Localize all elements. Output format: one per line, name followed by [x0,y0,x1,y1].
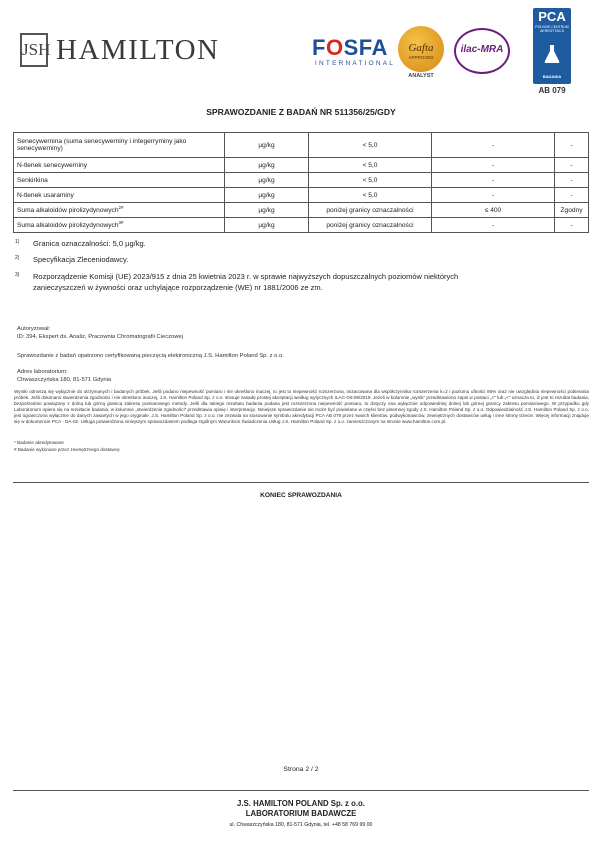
footnote-number: 3) [15,272,20,278]
table-cell-assessment: - [555,173,589,188]
report-title: SPRAWOZDANIE Z BADAŃ NR 511356/25/GDY [206,107,396,117]
flask-icon [543,44,561,64]
table-cell-assessment: - [555,158,589,173]
table-cell-unit: µg/kg [225,188,309,203]
table-cell-result: < 5,0 [309,188,432,203]
lab-address-label: Adres laboratorium: [17,369,68,375]
table-cell-limit: - [432,218,555,233]
table-cell-limit: ≤ 400 [432,203,555,218]
table-cell-result: < 5,0 [309,173,432,188]
table-cell-limit: - [432,158,555,173]
table-cell-assessment: - [555,133,589,158]
hamilton-logo-mark: JSH [20,33,48,67]
page-number: Strona 2 / 2 [283,766,319,773]
footnote-number: 1) [15,239,20,245]
table-cell-parameter: N-tlenek usaraminy [14,188,225,203]
table-cell-parameter: Senkirkina [14,173,225,188]
ilac-mra-logo-text: ilac-MRA [460,44,504,55]
table-cell-assessment: Zgodny [555,203,589,218]
gafta-logo-analyst: ANALYST [408,73,434,79]
table-row [14,173,589,188]
divider [13,790,589,791]
disclaimer-text: Wyniki odnoszą się wyłącznie do otrzymanych i badanych próbek. Jeśli podano niepewność pomiaru i nie określono inaczej, to jest to niepewność rozszerzona, oszacowana dla współczynnika rozszerzenia k=2 i poziomu ufności 95% oraz nie uwzględnia niepewności pobierania próbek. Jeśli dokonano stwierdzenia zgodności i nie określono inaczej, J.S. Hamilton Poland Sp. z o.o. stosuje zasadę prostej akceptacji według wytycznych ILAC-G8:09/2019. Jeżeli w kolumnie „wynik” przedstawiono zapis w postaci „<” lub „<” oznacza to, iż jest to rezultat badania, bezpośrednio powiązany z dolną lub górną granicą zakresu pomiarowego metody. Jeśli dla takiego rezultatu badania podana jest rozszerzona niepewność pomiaru, to dotyczy ona wyłącznie odpowiedniej dolnej lub górnej granicy zakresu pomiarowego. W przypadku gdy Laboratorium opiera się na rezultacie badania, w kolumnie „stwierdzenie zgodności” przedstawia opinię i interpretację. Niniejsze sprawozdanie nie może być powielane w części bez pisemnej zgody J.S. Hamilton Poland Sp. z o.o. Odpowiedzialność J.S. Hamilton Poland Sp. z o.o. jest ograniczona wyłącznie do danych zawartych w jego oryginale. J.S. Hamilton Poland Sp. z o.o. nie zezwala na stosowanie symbolu akredytacji PCA AB 079 przez swoich klientów, podwykonawców, zewnętrznych dostawców usług i inne strony trzecie. Więcej informacji znajduje się w dokumencie PCA - DA-02. Usługa potwierdzona niniejszym sprawozdaniem podlega Ogólnym Warunkom Świadczenia Usług J.S. Hamilton Poland Sp. z o.o. zamieszczonym na stronie www.hamilton.com.pl. [14,389,589,425]
pca-accreditation-code: AB 079 [538,86,566,95]
gafta-logo-name: Gafta [408,42,434,54]
table-cell-assessment: - [555,218,589,233]
electronic-seal-note: Sprawozdanie z badań opatrzono certyfikowaną pieczęcią elektroniczną J.S. Hamilton Poland Sp. z o.o. [17,353,284,359]
pca-logo-title: PCA [538,9,566,24]
results-table [13,132,589,233]
pca-logo-subtitle: POLSKIE CENTRUM AKREDYTACJI [535,25,569,33]
table-row [14,158,589,173]
table-cell-parameter: N-tlenek senecywerniny [14,158,225,173]
table-cell-unit: µg/kg [225,218,309,233]
table-row [14,203,589,218]
fosfa-logo-subtitle: INTERNATIONAL [315,60,396,67]
table-cell-result: < 5,0 [309,158,432,173]
footnote-number: 2) [15,255,20,261]
lab-address-value: Chwaszczyńska 180, 81-571 Gdynia [17,377,112,383]
footer-company: J.S. HAMILTON POLAND Sp. z o.o. [237,799,365,808]
table-cell-unit: µg/kg [225,173,309,188]
hamilton-logo-text: HAMILTON [56,34,220,66]
authorized-label: Autoryzował: [17,326,51,332]
table-cell-parameter: Suma alkaloidów pirolizydynowych$^{3\#}$ [14,218,225,233]
footnote-text: Granica oznaczalności: 5,0 µg/kg. [33,239,146,248]
table-cell-parameter: Senecywernina (suma senecywerniny i integerryminy jako senecywerniny) [14,133,225,158]
table-cell-result: poniżej granicy oznaczalności [309,218,432,233]
table-row [14,188,589,203]
table-cell-limit: - [432,188,555,203]
table-row [14,218,589,233]
footer-lab: LABORATORIUM BADAWCZE [245,809,357,818]
footer-address: ul. Chwaszczyńska 180, 81-571 Gdynia, tel. +48 58 769 99 00 [229,822,373,828]
footnote-text-continued: zanieczyszczeń w żywności oraz uchylające rozporządzenie (WE) nr 1881/2006 ze zm. [33,283,323,292]
footnote-text: Rozporządzenie Komisji (UE) 2023/915 z dnia 25 kwietnia 2023 r. w sprawie najwyższych dopuszczalnych poziomów niektórych [33,272,459,281]
table-row [14,133,589,158]
pca-logo-badania: BADANIA [542,74,562,79]
table-cell-unit: µg/kg [225,133,309,158]
gafta-logo-approved: APPROVED [408,55,434,60]
table-cell-assessment: - [555,188,589,203]
table-cell-unit: µg/kg [225,158,309,173]
fosfa-logo: FOSFA [312,35,388,60]
note-accredited: * Badanie akredytowane [14,440,64,445]
table-cell-result: poniżej granicy oznaczalności [309,203,432,218]
table-cell-limit: - [432,173,555,188]
table-cell-parameter: Suma alkaloidów pirolizydynowych$^{2\#}$ [14,203,225,218]
end-of-report: KONIEC SPRAWOZDANIA [260,492,342,499]
divider [13,482,589,483]
table-cell-result: < 5,0 [309,133,432,158]
table-cell-limit: - [432,133,555,158]
note-external-supplier: # Badanie wykonane przez zewnętrznego dostawcę [14,447,120,452]
table-cell-unit: µg/kg [225,203,309,218]
footnote-text: Specyfikacja Zleceniodawcy. [33,255,129,264]
authorized-value: ID: 394, Ekspert ds. Analiz, Pracownia Chromatografii Cieczowej [17,334,183,340]
